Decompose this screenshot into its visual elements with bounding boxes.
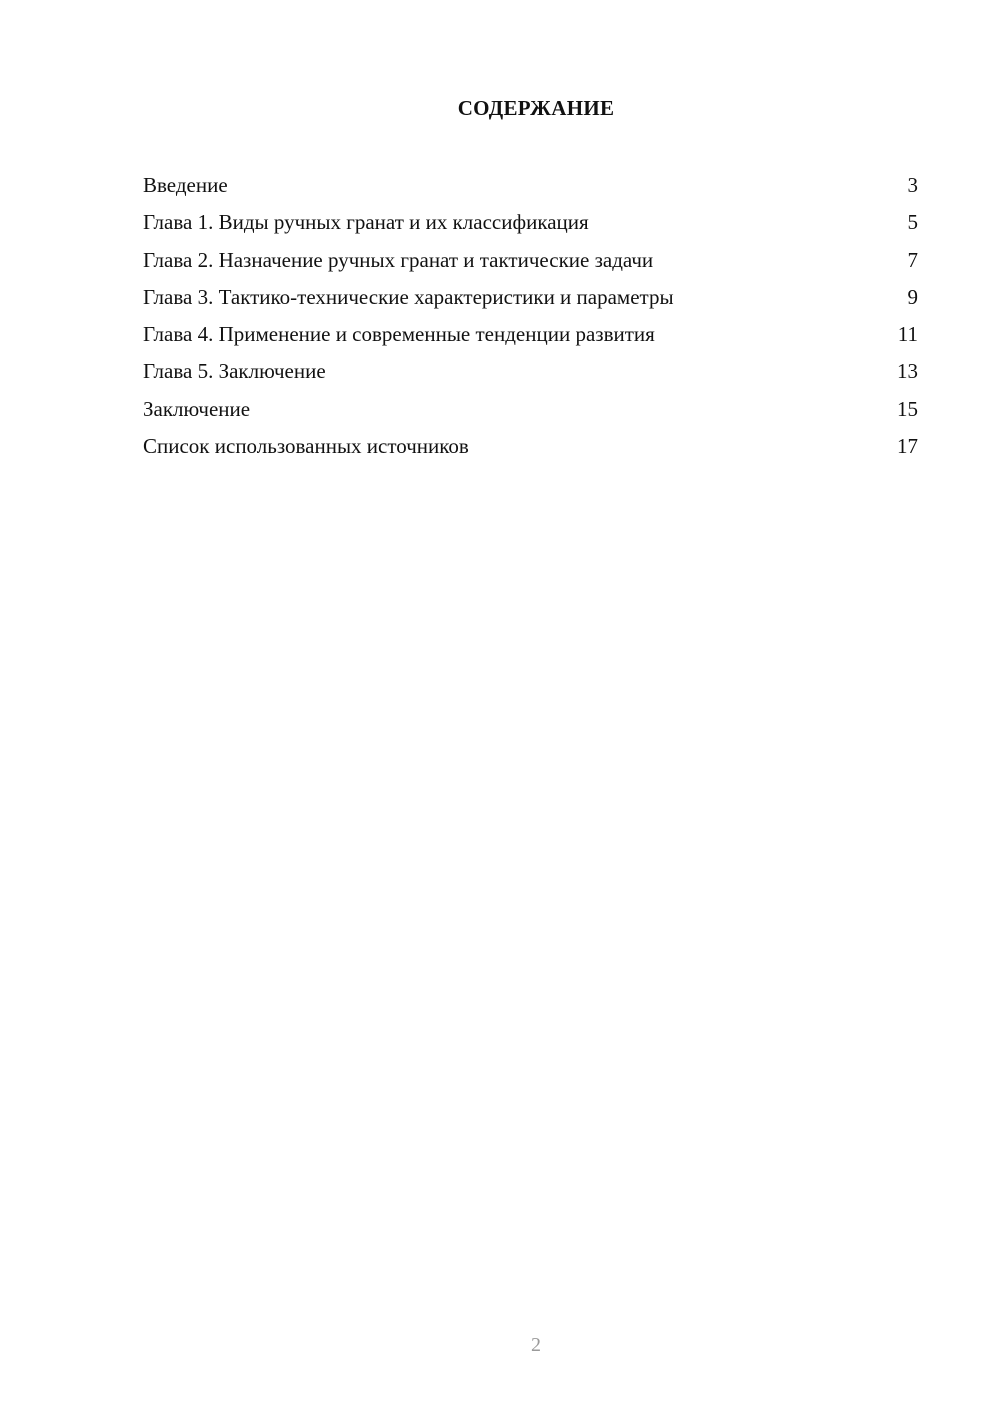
toc-entry-label: Глава 5. Заключение [143,359,326,384]
toc-entry-chapter-2[interactable] [143,245,918,282]
toc-entry-page: 3 [907,173,918,197]
toc-entry-page: 15 [897,396,918,421]
toc-entry-label: Глава 3. Тактико-технические характеристики и параметры [143,284,674,309]
toc-entry-chapter-5[interactable] [143,356,918,393]
toc-entry-label: Глава 1. Виды ручных гранат и их классификация [143,210,589,235]
page-number: 2 [531,1334,541,1356]
toc-entry-label: Глава 2. Назначение ручных гранат и тактические задачи [143,247,654,272]
toc-entry-page: 17 [897,434,918,459]
toc-entry-label: Список использованных источников [143,434,469,459]
toc-entry-label: Введение [143,173,228,197]
toc-entry-chapter-1[interactable] [143,207,918,244]
toc-entry-conclusion[interactable] [143,394,918,431]
toc-entry-references[interactable] [143,431,918,468]
toc-entry-chapter-4[interactable] [143,319,918,356]
toc-entry-label: Глава 4. Применение и современные тенденции развития [143,322,655,347]
toc-entry-chapter-3[interactable] [143,282,918,319]
toc-entry-page: 13 [897,359,918,384]
toc-entry-introduction[interactable] [143,170,918,207]
toc-entry-page: 7 [907,247,918,272]
toc-entry-page: 9 [907,284,918,309]
table-of-contents [143,170,918,468]
toc-entry-label: Заключение [143,396,251,421]
toc-entry-page: 5 [907,210,918,235]
page-title: СОДЕРЖАНИЕ [457,96,615,120]
toc-entry-page: 11 [897,322,918,347]
